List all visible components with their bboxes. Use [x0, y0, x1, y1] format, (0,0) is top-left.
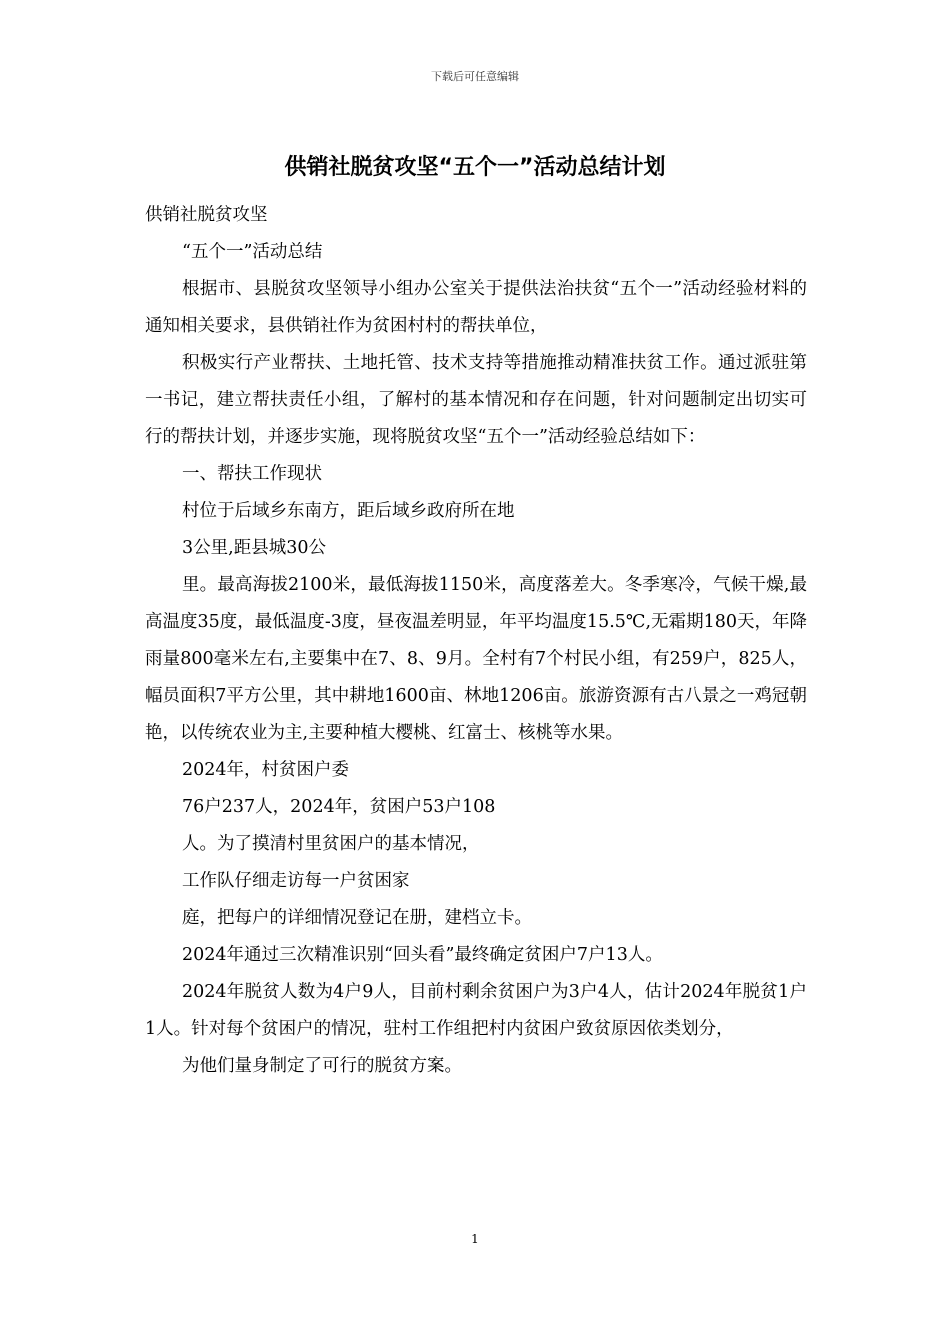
- section-heading: 一、帮扶工作现状: [182, 464, 322, 484]
- paragraph: 76户237人，2024年，贫困户53户108: [182, 797, 496, 817]
- paragraph: 供销社脱贫攻坚: [145, 205, 268, 225]
- paragraph: 村位于后域乡东南方，距后域乡政府所在地: [182, 501, 515, 521]
- document-title: 供销社脱贫攻坚“五个一”活动总结计划: [284, 155, 666, 180]
- paragraph: 里。最高海拔2100米，最低海拔1150米，高度落差大。冬季寒冷，气候干燥,最高温度35度，最低温度-3度，昼夜温差明显，年平均温度15.5℃,无霜期180天，年降雨量800毫米左右,主要集中在7、8、9月。全村有7个村民小组，有259户，825人，幅员面积7平方公里，其中耕地1600亩、林地1206亩。旅游资源有古八景之一鸡冠朝艳，以传统农业为主,主要种植大樱桃、红富士、核桃等水果。: [145, 575, 807, 743]
- paragraph: 人。为了摸清村里贫困户的基本情况，: [182, 834, 480, 854]
- paragraph: “五个一”活动总结: [182, 242, 323, 262]
- paragraph: 3公里,距县城30公: [182, 538, 326, 558]
- paragraph: 根据市、县脱贫攻坚领导小组办公室关于提供法治扶贫“五个一”活动经验材料的通知相关要求，县供销社作为贫困村村的帮扶单位，: [145, 279, 807, 336]
- paragraph: 积极实行产业帮扶、土地托管、技术支持等措施推动精准扶贫工作。通过派驻第一书记，建立帮扶责任小组，了解村的基本情况和存在问题，针对问题制定出切实可行的帮扶计划，并逐步实施，现将脱贫攻坚“五个一”活动经验总结如下：: [145, 353, 807, 447]
- header-note: 下载后可任意编辑: [431, 70, 519, 83]
- page-number: 1: [471, 1232, 479, 1246]
- document-body: [145, 197, 807, 1085]
- paragraph: 2024年，村贫困户委: [182, 760, 350, 780]
- paragraph: 2024年脱贫人数为4户9人，目前村剩余贫困户为3户4人，估计2024年脱贫1户1人。针对每个贫困户的情况，驻村工作组把村内贫困户致贫原因依类划分，: [145, 982, 807, 1039]
- paragraph: 工作队仔细走访每一户贫困家: [182, 871, 410, 891]
- paragraph: 庭，把每户的详细情况登记在册，建档立卡。: [182, 908, 532, 928]
- paragraph: 2024年通过三次精准识别“回头看”最终确定贫困户7户13人。: [182, 945, 663, 965]
- paragraph: 为他们量身制定了可行的脱贫方案。: [182, 1056, 462, 1076]
